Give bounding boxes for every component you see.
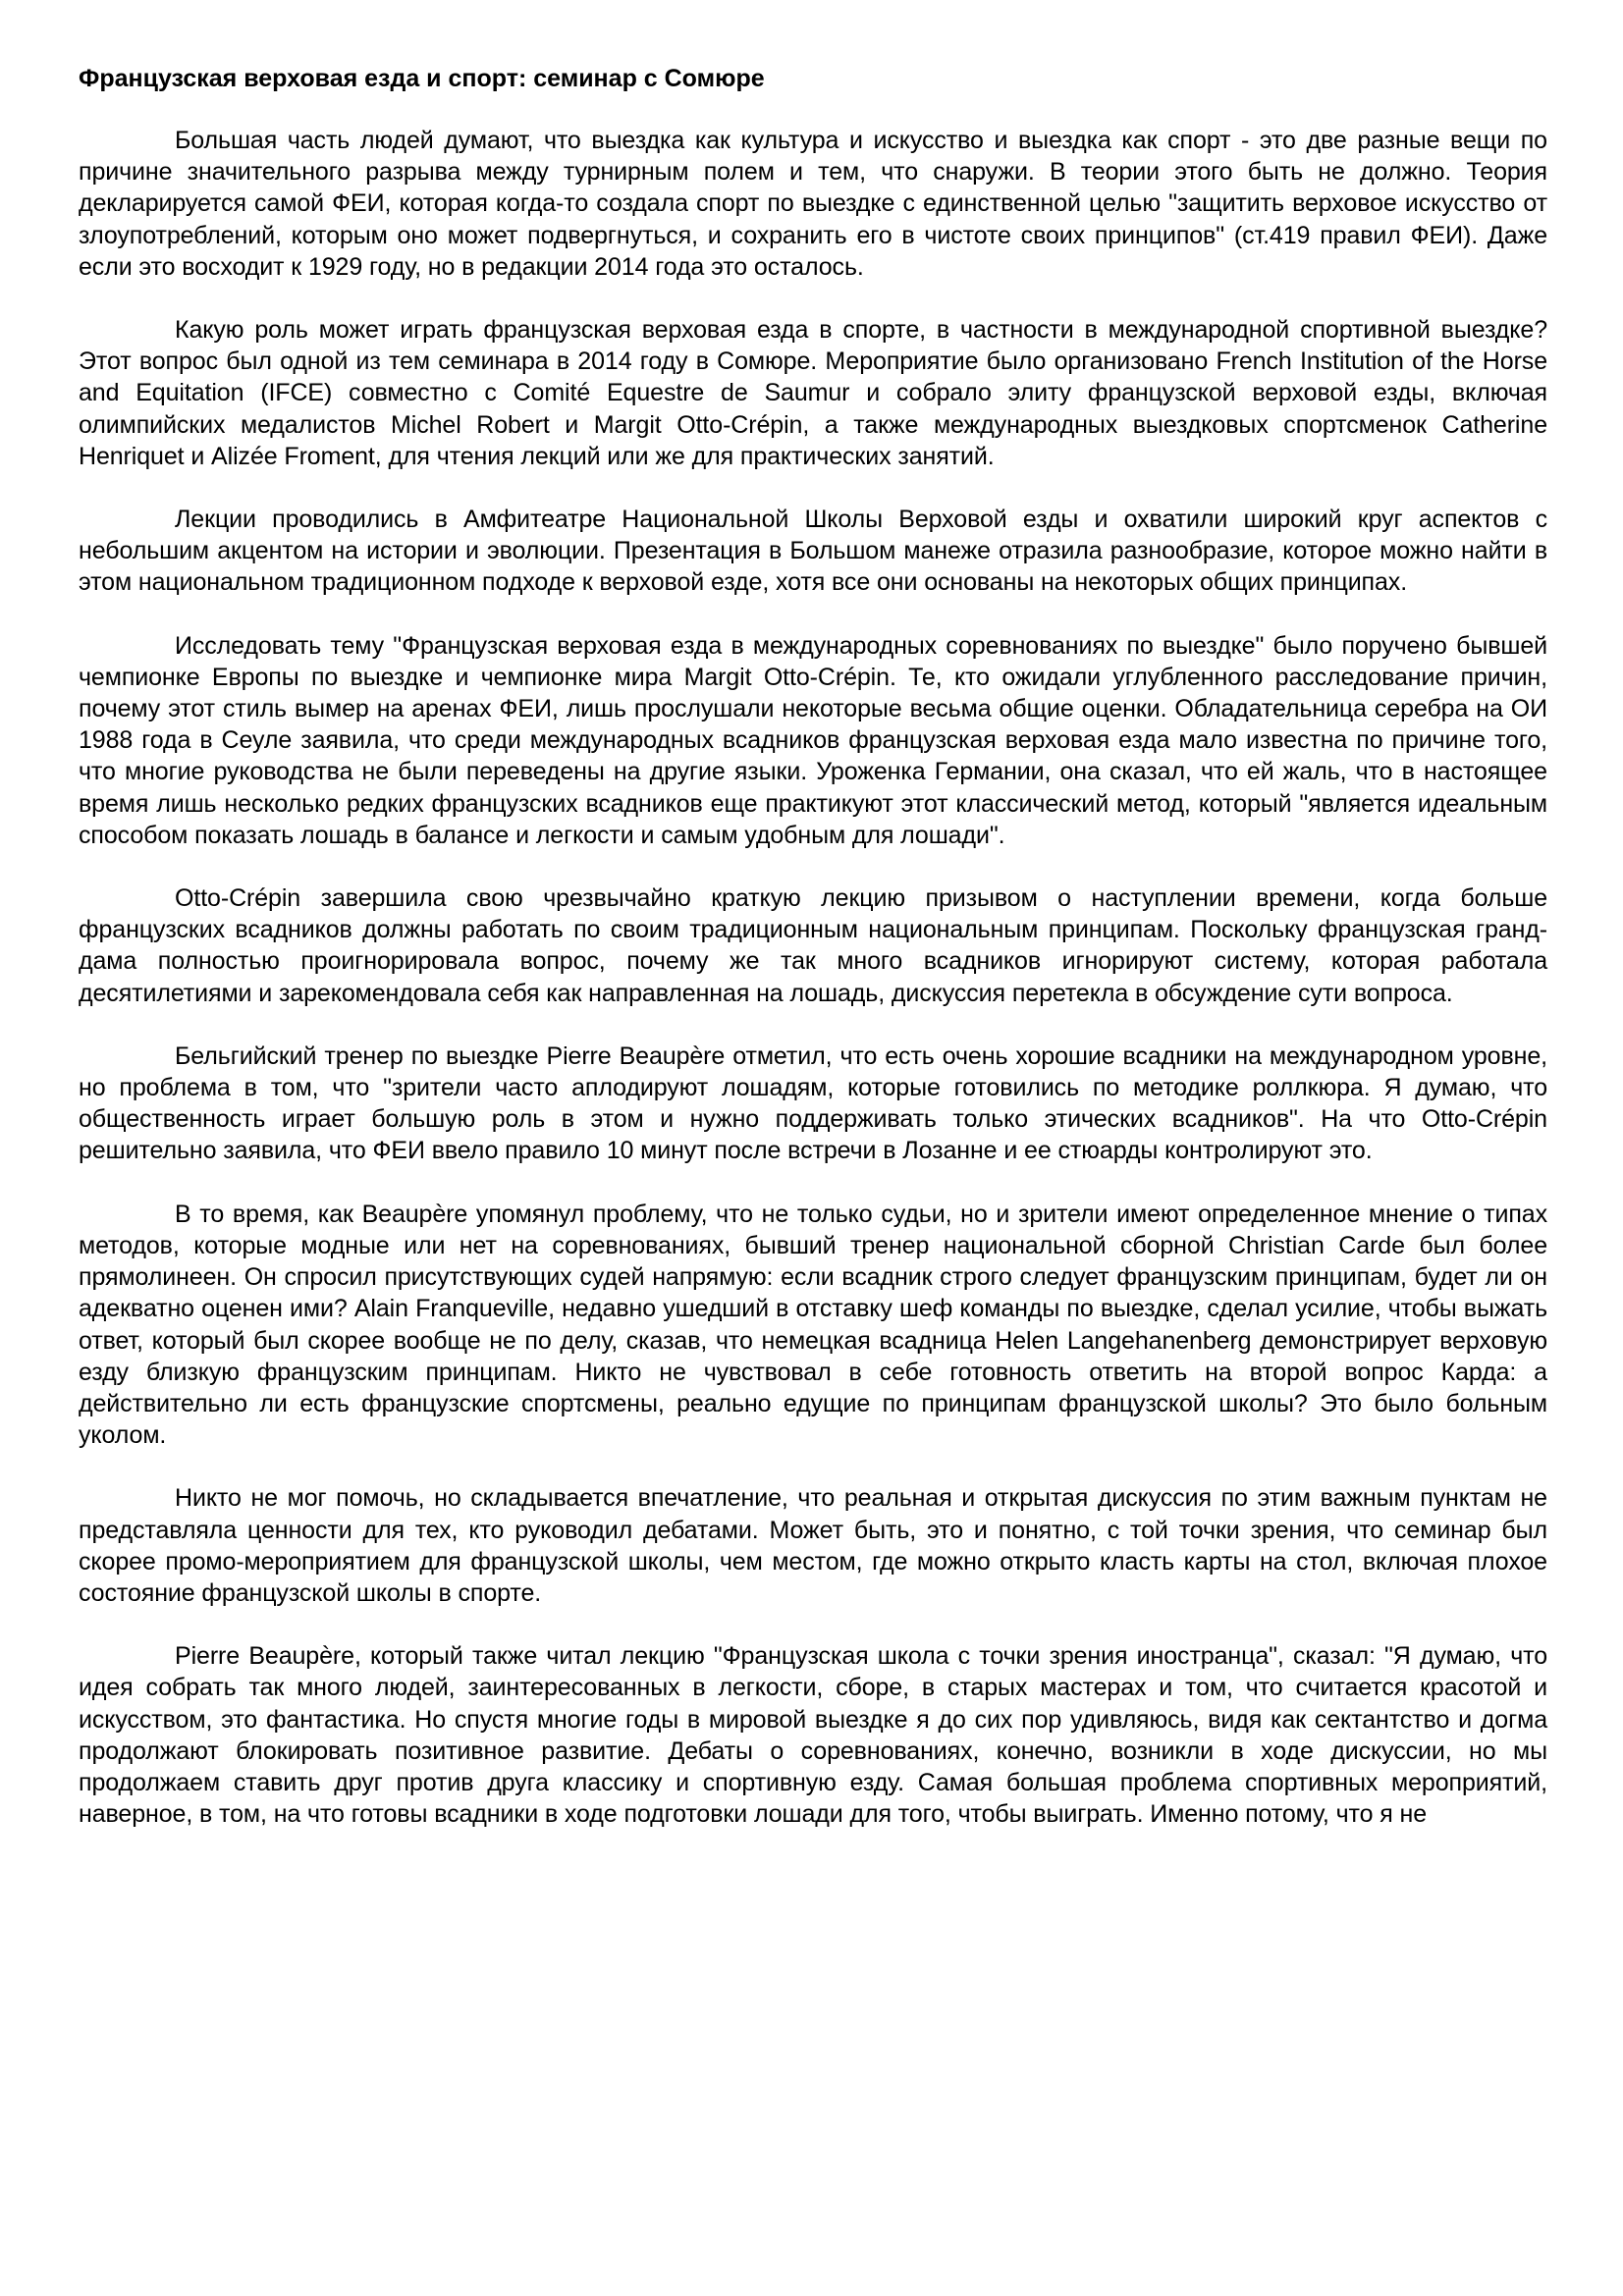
paragraph: В то время, как Beaupère упомянул проблему, что не только судьи, но и зрители имеют определенное мнение о типах методов, которые модные или нет на соревнованиях, бывший тренер национальной сборной Christian Carde был более прямолинеен. Он спросил присутствующих судей напрямую: если всадник строго следует французским принципам, будет ли он адекватно оценен ими? Alain Franqueville, недавно ушедший в отставку шеф команды по выездке, сделал усилие, чтобы выжать ответ, который был скорее вообще не по делу, сказав, что немецкая всадница Helen Langehanenberg демонстрирует верховую езду близкую французским принципам. Никто не чувствовал в себе готовность ответить на второй вопрос Карда: а действительно ли есть французские спортсмены, реально едущие по принципам французской школы? Это было больным уколом. [79, 1200, 1547, 1450]
paragraph: Pierre Beaupère, который также читал лекцию "Французская школа с точки зрения иностранца", сказал: "Я думаю, что идея собрать так много людей, заинтересованных в легкости, сборе, в старых мастерах и том, что считается красотой и искусством, это фантастика. Но спустя многие годы в мировой выездке я до сих пор удивляюсь, видя как сектантство и догма продолжают блокировать позитивное развитие. Дебаты о соревнованиях, конечно, возникли в ходе дискуссии, но мы продолжаем ставить друг против друга классику и спортивную езду. Самая большая проблема спортивных мероприятий, наверное, в том, на что готовы всадники в ходе подготовки лошади для того, чтобы выиграть. Именно потому, что я не [79, 1642, 1547, 1829]
paragraph: Лекции проводились в Амфитеатре Национальной Школы Верховой езды и охватили широкий круг аспектов с небольшим акцентом на истории и эволюции. Презентация в Большом манеже отразила разнообразие, которое можно найти в этом национальном традиционном подходе к верховой езде, хотя все они основаны на некоторых общих принципах. [79, 506, 1547, 597]
paragraph: Никто не мог помочь, но складывается впечатление, что реальная и открытая дискуссия по этим важным пунктам не представляла ценности для тех, кто руководил дебатами. Может быть, это и понятно, с той точки зрения, что семинар был скорее промо-мероприятием для французской школы, чем местом, где можно открыто класть карты на стол, включая плохое состояние французской школы в спорте. [79, 1484, 1547, 1607]
paragraph: Otto-Crépin завершила свою чрезвычайно краткую лекцию призывом о наступлении времени, когда больше французских всадников должны работать по своим традиционным национальным принципам. Поскольку французская гранд-дама полностью проигнорировала вопрос, почему же так много всадников игнорируют систему, которая работала десятилетиями и зарекомендовала себя как направленная на лошадь, дискуссия перетекла в обсуждение сути вопроса. [79, 884, 1547, 1007]
document-page [79, 63, 1547, 1861]
paragraph: Исследовать тему "Французская верховая езда в международных соревнованиях по выездке" было поручено бывшей чемпионке Европы по выездке и чемпионке мира Margit Otto-Crépin. Те, кто ожидали углубленного расследование причин, почему этот стиль вымер на аренах ФЕИ, лишь прослушали некоторые весьма общие оценки. Обладательница серебра на ОИ 1988 года в Сеуле заявила, что среди международных всадников французская верховая езда мало известна по причине того, что многие руководства не были переведены на другие языки. Уроженка Германии, она сказал, что ей жаль, что в настоящее время лишь несколько редких французских всадников еще практикуют этот классический метод, который "является идеальным способом показать лошадь в балансе и легкости и самым удобным для лошади". [79, 631, 1547, 849]
document-title: Французская верховая езда и спорт: семинар с Сомюре [79, 65, 765, 92]
paragraph: Большая часть людей думают, что выездка как культура и искусство и выездка как спорт - это две разные вещи по причине значительного разрыва между турнирным полем и тем, что снаружи. В теории этого быть не должно. Теория декларируется самой ФЕИ, которая когда-то создала спорт по выездке с единственной целью "защитить верховое искусство от злоупотреблений, которым оно может подвергнуться, и сохранить его в чистоте своих принципов" (ст.419 правил ФЕИ). Даже если это восходит к 1929 году, но в редакции 2014 года это осталось. [79, 127, 1547, 281]
paragraph: Какую роль может играть французская верховая езда в спорте, в частности в международной спортивной выездке? Этот вопрос был одной из тем семинара в 2014 году в Сомюре. Мероприятие было организовано French Institution of the Horse and Equitation (IFCE) совместно с Comité Equestre de Saumur и собрало элиту французской верховой езды, включая олимпийских медалистов Michel Robert и Margit Otto-Crépin, а также международных выездковых спортсменок Catherine Henriquet и Alizée Froment, для чтения лекций или же для практических занятий. [79, 316, 1547, 470]
paragraph: Бельгийский тренер по выездке Pierre Beaupère отметил, что есть очень хорошие всадники на международном уровне, но проблема в том, что "зрители часто аплодируют лошадям, которые готовились по методике роллкюра. Я думаю, что общественность играет большую роль в этом и нужно поддерживать только этических всадников". На что Otto-Crépin решительно заявила, что ФЕИ ввело правило 10 минут после встречи в Лозанне и ее стюарды контролируют это. [79, 1041, 1547, 1165]
